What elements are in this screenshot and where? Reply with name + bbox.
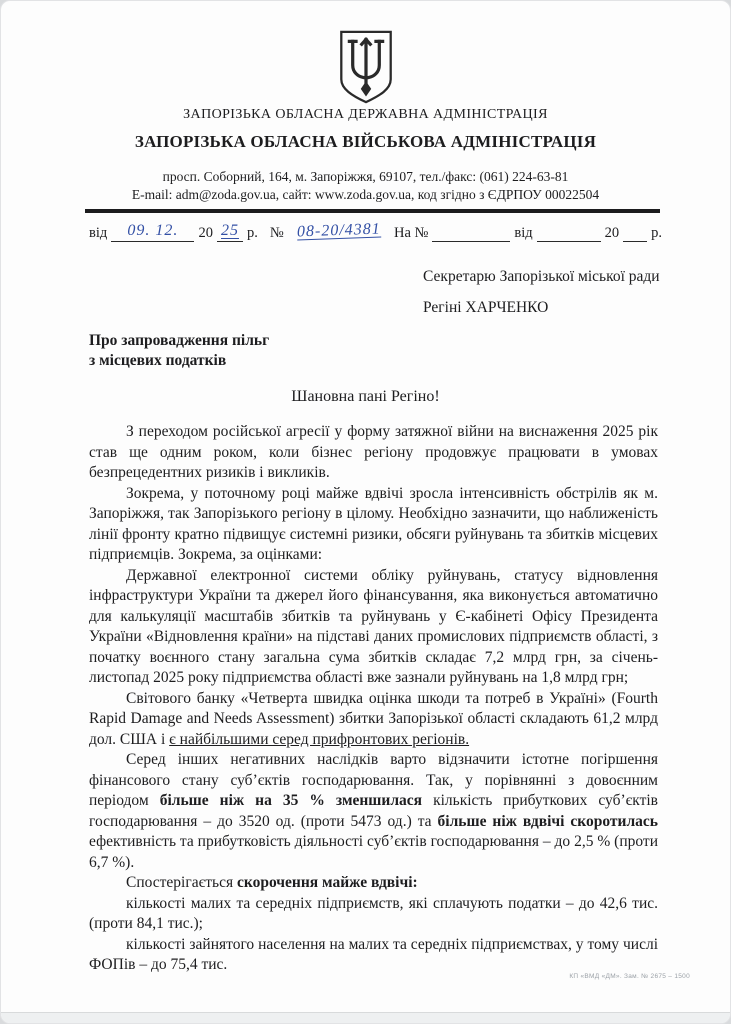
body-paragraph: Спостерігається скорочення майже вдвічі:: [126, 874, 418, 891]
subject-line1: Про запровадження пільг: [89, 332, 270, 349]
subject-block: [89, 331, 269, 371]
reply-date-blank: [537, 226, 601, 242]
ref-year-blank: [217, 222, 243, 242]
body-paragraph: Державної електронної системи обліку руйнувань, статусу відновлення інфраструктури України та джерел його фінансування, яка виконується автоматично для калькуляції масштабів збитків та руйнувань у Є-кабінеті Офісу Президента України «Відновлення країни» на підставі даних промислових підприємств області, з початку воєнного стану загальна сума збитків складає 7,2 млрд грн, за січень-листопад 2025 року підприємства області вже зазнали руйнувань на 1,8 млрд грн;: [89, 566, 658, 686]
photo-bottom-edge: [1, 1012, 730, 1023]
addressee-position: Секретарю Запорізької міської ради: [423, 268, 660, 285]
body-paragraph: Зокрема, у поточному році майже вдвічі зросла інтенсивність обстрілів як м. Запоріжжя, так Запорізького регіону в цілому. Необхідно зазначити, що наближеність лінії фронту кратно підвищує системні ризики, обсяги руйнувань та збитків місцевих підприємців. Зокрема, за оцінками:: [89, 484, 658, 563]
ref-from-label: від: [89, 225, 108, 241]
subject-line2: з місцевих податків: [89, 352, 227, 369]
ref-date-blank: [111, 222, 194, 242]
org-contacts: E-mail: adm@zoda.gov.ua, сайт: www.zoda.gov.ua, код згідно з ЄДРПОУ 00022504: [131, 187, 600, 202]
org-name-state: ЗАПОРІЗЬКА ОБЛАСНА ДЕРЖАВНА АДМІНІСТРАЦІЯ: [183, 107, 548, 122]
body-paragraph: кількості малих та середніх підприємств, які сплачують податки – до 42,6 тис. (проти 84,1 тис.);: [89, 894, 658, 932]
reply-year-blank: [623, 226, 647, 242]
reply-year-suffix: р.: [651, 225, 662, 241]
body-paragraph: Серед інших негативних наслідків варто відзначити істотне погіршення фінансового стану суб’єктів господарювання. Так, у порівнянні з довоєнним періодом більше ніж на 35 % зменшилася кількість прибуткових суб’єктів господарювання – до 3520 од. (проти 5473 од.) та більше ніж вдвічі скоротилась ефективність та прибутковість діяльності суб’єктів господарювання – до 2,5 % (проти 6,7 %).: [89, 751, 658, 871]
reference-line: [89, 220, 662, 242]
ref-century: 20: [198, 225, 213, 241]
ukraine-trident-icon: [337, 29, 394, 110]
org-address: просп. Соборний, 164, м. Запоріжжя, 69107, тел./факс: (061) 224-63-81: [162, 169, 569, 184]
ref-year-suffix: р.: [246, 225, 258, 241]
ref-number-handwritten: 08-20/4381: [296, 220, 381, 241]
addressee-name: Регіні ХАРЧЕНКО: [423, 299, 549, 316]
salutation: Шановна пані Регіно!: [291, 388, 440, 405]
body-paragraph: З переходом російської агресії у форму затяжної війни на виснаження 2025 рік став ще одним роком, коли бізнес регіону продовжує працювати в умовах безпрецедентних ризиків і викликів.: [89, 423, 658, 481]
reply-reference-group: [394, 225, 662, 242]
letter-body: [89, 422, 658, 976]
reply-from-label: від: [514, 225, 533, 241]
reply-century: 20: [604, 225, 620, 241]
reply-number-blank: [432, 226, 510, 242]
ref-number-sign: №: [269, 225, 284, 241]
ref-year-handwritten: 25: [220, 222, 239, 239]
body-paragraph: Світового банку «Четверта швидка оцінка шкоди та потреб в Україні» (Fourth Rapid Damage and Needs Assessment) збитки Запорізької області складають 61,2 млрд дол. США і є найбільшими серед прифронтових регіонів.: [89, 689, 658, 748]
addressee-block: [423, 261, 660, 323]
reply-label: На №: [393, 225, 429, 241]
body-paragraph: кількості зайнятого населення на малих та середніх підприємствах, у тому числі ФОПів – до 75,4 тис.: [89, 935, 658, 973]
header-rule: [85, 209, 660, 213]
print-shop-mark: КП «ВМД «ДМ». Зам. № 2675 – 1500: [569, 973, 690, 980]
ref-date-handwritten: 09. 12.: [127, 222, 179, 239]
ref-number-blank: [288, 220, 390, 242]
org-name-military: ЗАПОРІЗЬКА ОБЛАСНА ВІЙСЬКОВА АДМІНІСТРАЦІЯ: [134, 132, 597, 151]
